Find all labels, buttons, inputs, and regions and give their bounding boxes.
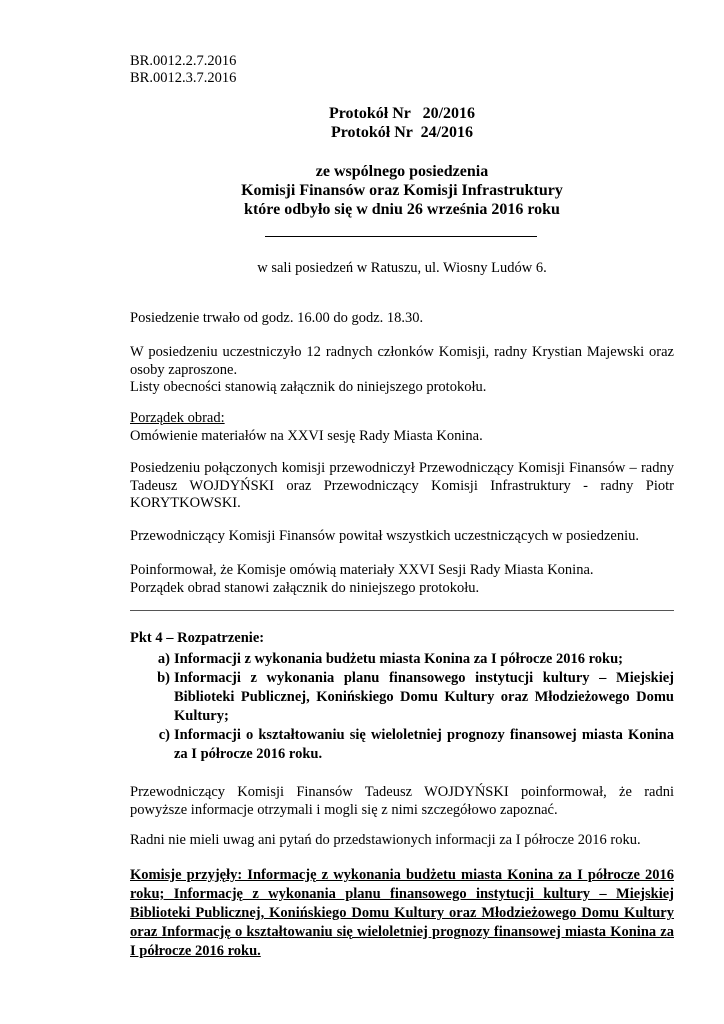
- welcome-paragraph: Przewodniczący Komisji Finansów powitał wszystkich uczestniczących w posiedzeniu.: [130, 528, 639, 544]
- list-item-text: Informacji z wykonania planu finansowego instytucji kultury – Miejskiej Biblioteki Publicznej, Konińskiego Domu Kultury oraz Młodzieżowego Domu Kultury;: [174, 670, 674, 724]
- list-item-text: Informacji o kształtowaniu się wieloletniej prognozy finansowej miasta Konina za I półrocze 2016 roku.: [174, 727, 674, 762]
- committee-conclusion: Komisje przyjęły: Informację z wykonania budżetu miasta Konina za I półrocze 2016 roku; Informację z wykonania planu finansowego instytucji kultury – Miejskiej Biblioteki Publicznej, Konińskiego Domu Kultury oraz Młodzieżowego Domu Kultury oraz Informację o kształtowaniu się wieloletniej prognozy finansowej miasta Konina za I półrocze 2016 roku.: [130, 867, 674, 959]
- informed-text-1: Poinformował, że Komisje omówią materiały XXVI Sesji Rady Miasta Konina.: [130, 562, 594, 578]
- list-item: [130, 650, 674, 669]
- protocol-title-line-2: Protokół Nr 24/2016: [330, 124, 474, 141]
- list-item-text: Informacji z wykonania budżetu miasta Konina za I półrocze 2016 roku;: [174, 651, 623, 667]
- informed-paragraph: [130, 562, 674, 597]
- reference-number-2: BR.0012.3.7.2016: [130, 70, 237, 86]
- list-item-label: c): [158, 727, 170, 743]
- list-item-label: a): [157, 651, 170, 667]
- chair-statement-paragraph: Przewodniczący Komisji Finansów Tadeusz WOJDYŃSKI poinformował, że radni powyższe informacje otrzymali i mogli się z nimi szczegółowo zapoznać.: [130, 784, 674, 818]
- subtitle-line-2: Komisji Finansów oraz Komisji Infrastruktury: [241, 182, 563, 199]
- list-item-label: b): [157, 670, 170, 686]
- protocol-title: [130, 104, 674, 142]
- pkt4-heading: Pkt 4 – Rozpatrzenie:: [130, 630, 265, 646]
- agenda-text: Omówienie materiałów na XXVI sesję Rady Miasta Konina.: [130, 427, 483, 444]
- agenda-section: [130, 410, 674, 445]
- protocol-title-line-1: Protokół Nr 20/2016: [328, 105, 476, 122]
- meeting-location: w sali posiedzeń w Ratuszu, ul. Wiosny Ludów 6.: [257, 260, 547, 276]
- no-remarks-paragraph: Radni nie mieli uwag ani pytań do przedstawionych informacji za I półrocze 2016 roku.: [130, 832, 641, 848]
- duration-paragraph: Posiedzenie trwało od godz. 16.00 do godz. 18.30.: [130, 310, 424, 326]
- attendance-lists-text: Listy obecności stanowią załącznik do niniejszego protokołu.: [130, 379, 487, 395]
- list-item: [130, 726, 674, 764]
- title-divider: [265, 236, 537, 237]
- chair-paragraph: Posiedzeniu połączonych komisji przewodniczył Przewodniczący Komisji Finansów – radny Tadeusz WOJDYŃSKI oraz Przewodniczący Komisji Infrastruktury - radny Piotr KORYTKOWSKI.: [130, 460, 674, 511]
- meeting-subtitle: [130, 162, 674, 219]
- agenda-heading: Porządek obrad:: [130, 410, 225, 426]
- subtitle-line-1: ze wspólnego posiedzenia: [315, 163, 489, 180]
- subtitle-line-3: które odbyło się w dniu 26 września 2016 roku: [244, 201, 560, 218]
- section-divider: [130, 610, 674, 611]
- reference-number-1: BR.0012.2.7.2016: [130, 53, 237, 69]
- informed-text-2: Porządek obrad stanowi załącznik do niniejszego protokołu.: [130, 579, 480, 596]
- attendance-text: W posiedzeniu uczestniczyło 12 radnych członków Komisji, radny Krystian Majewski oraz osoby zaproszone.: [130, 344, 674, 378]
- list-item: [130, 669, 674, 726]
- document-reference-numbers: [130, 53, 236, 87]
- attendance-paragraph: [130, 344, 674, 397]
- pkt4-item-list: [130, 650, 674, 764]
